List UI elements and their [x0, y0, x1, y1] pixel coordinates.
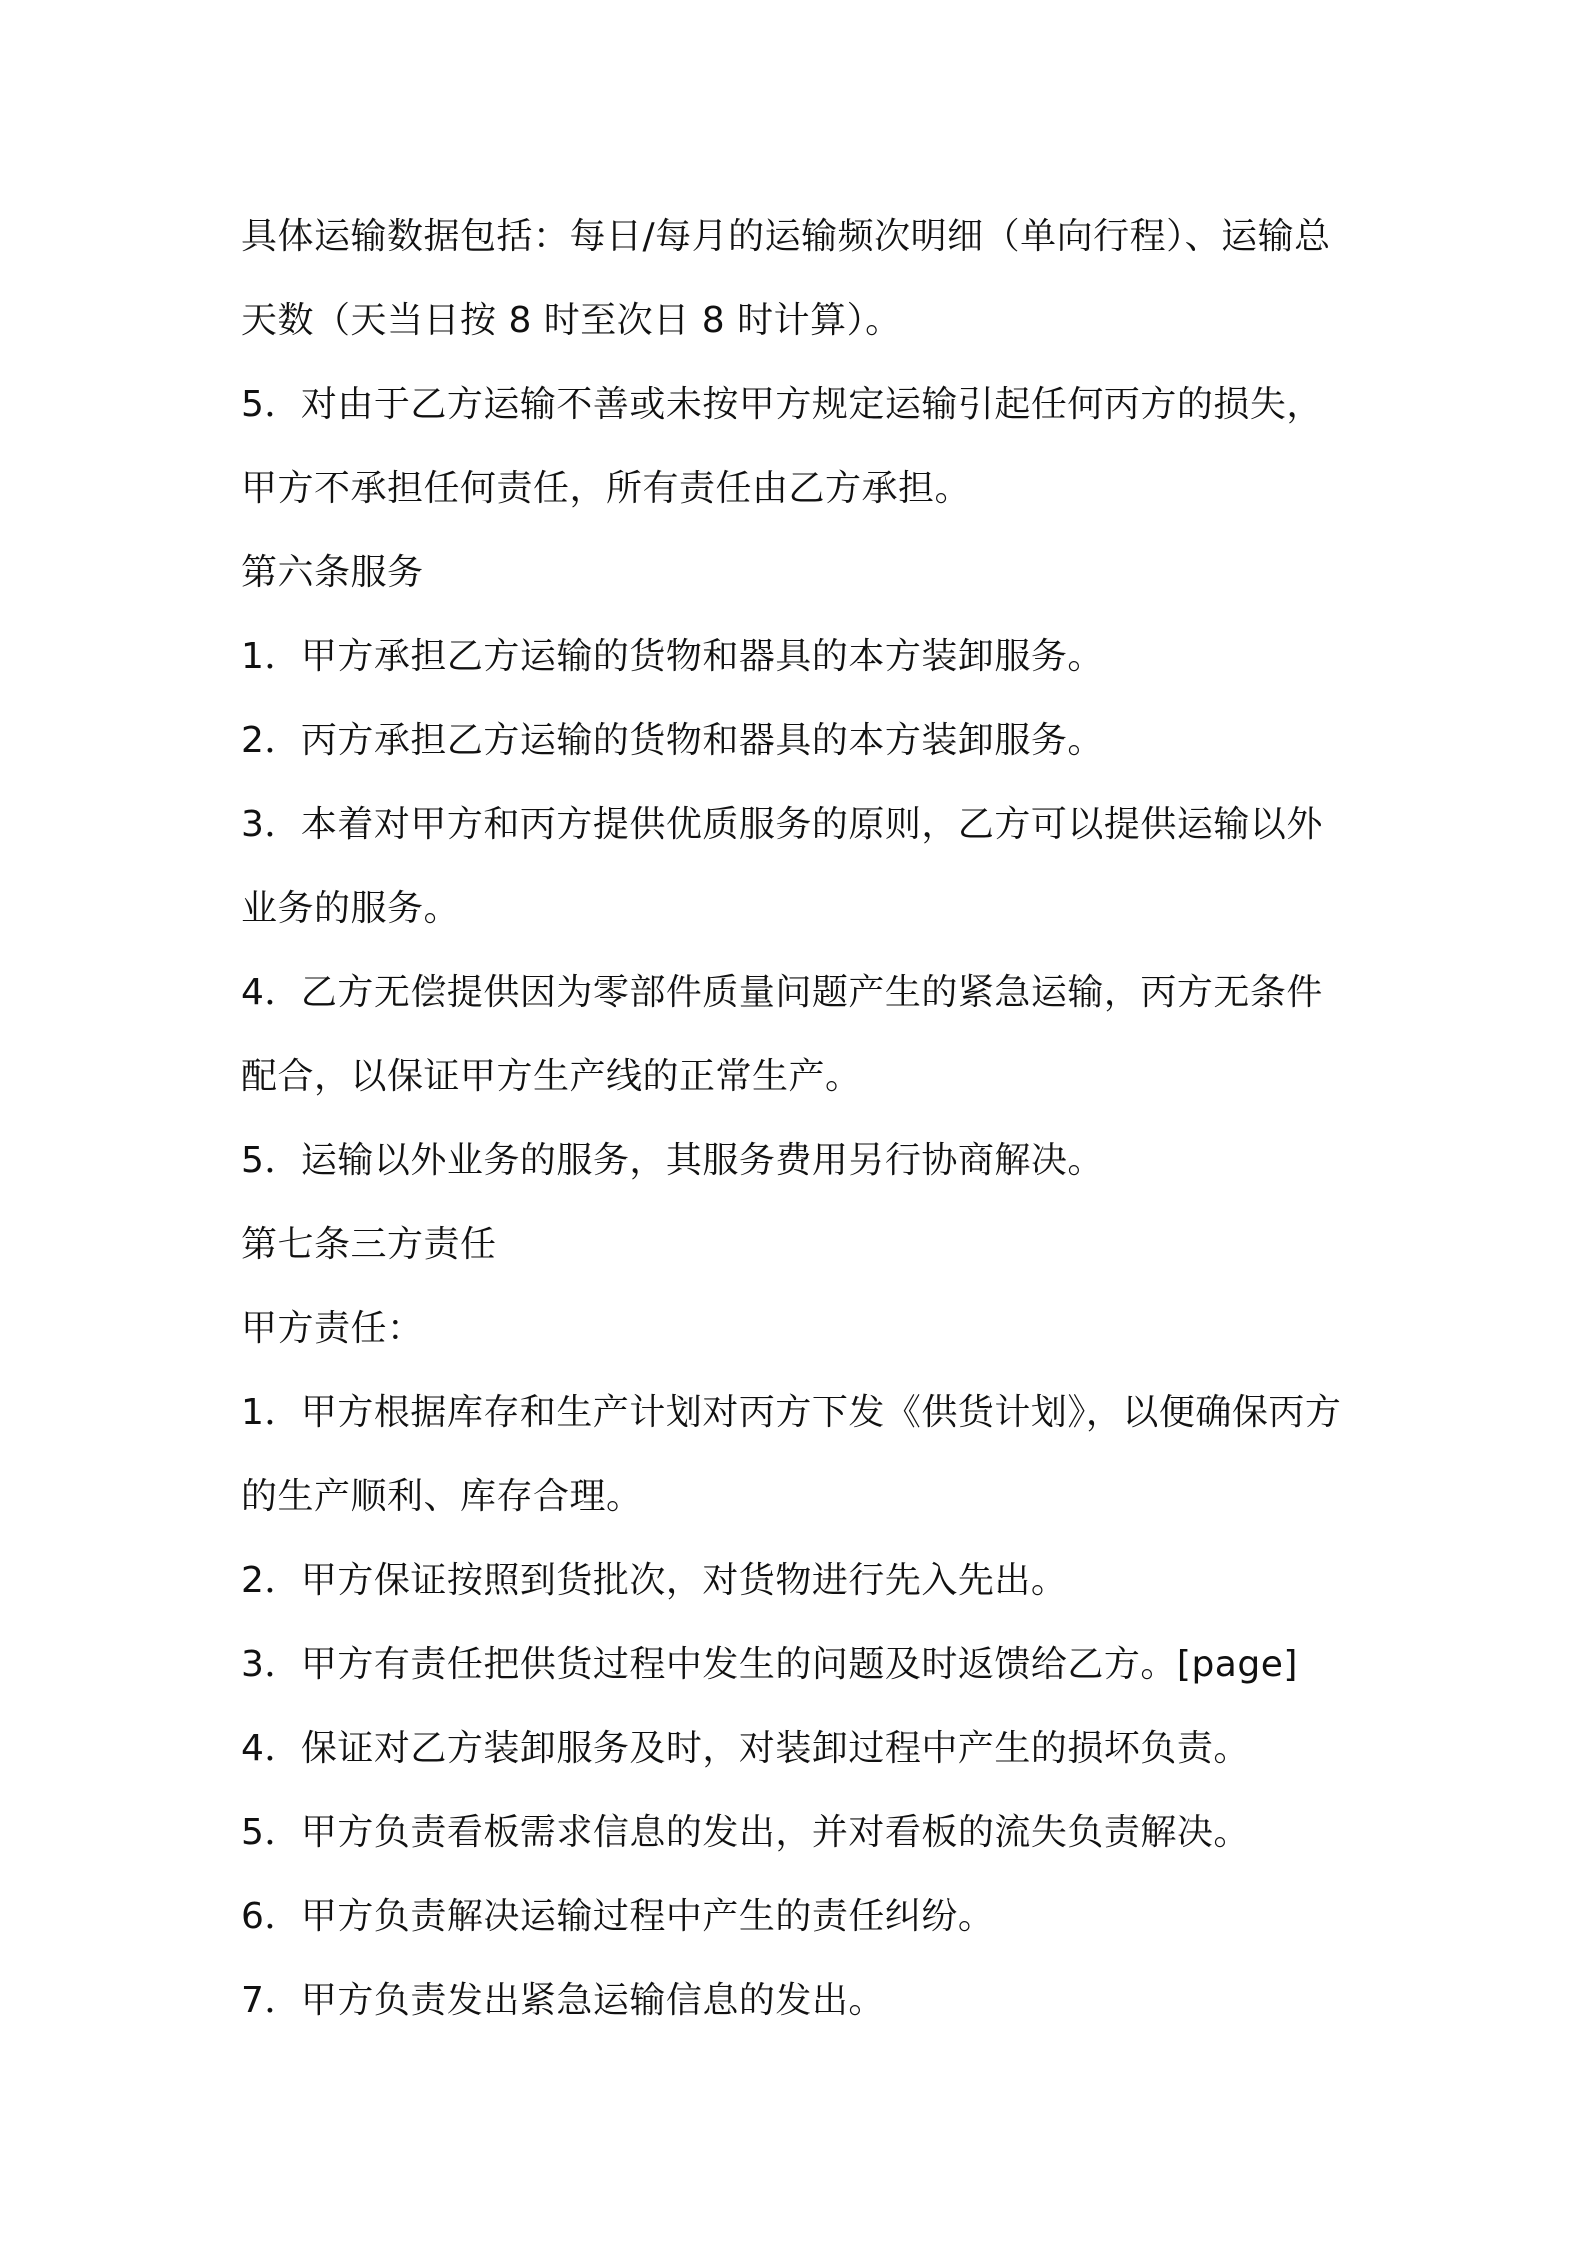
text-line: 5．对由于乙方运输不善或未按甲方规定运输引起任何丙方的损失，	[241, 384, 1323, 425]
subsection-heading: 甲方责任：	[241, 1308, 424, 1349]
text-line: 6．甲方负责解决运输过程中产生的责任纠纷。	[241, 1896, 995, 1937]
text-line: 1．甲方承担乙方运输的货物和器具的本方装卸服务。	[241, 636, 1104, 677]
text-line: 业务的服务。	[241, 888, 461, 929]
text-line: 5．甲方负责看板需求信息的发出，并对看板的流失负责解决。	[241, 1812, 1250, 1853]
text-line: 7．甲方负责发出紧急运输信息的发出。	[241, 1980, 885, 2021]
text-line: 4．乙方无偿提供因为零部件质量问题产生的紧急运输，丙方无条件	[241, 972, 1323, 1013]
text-line: 2．丙方承担乙方运输的货物和器具的本方装卸服务。	[241, 720, 1104, 761]
document-body	[241, 195, 1361, 2043]
text-line: 甲方不承担任何责任，所有责任由乙方承担。	[241, 468, 972, 509]
text-line: 天数（天当日按 8 时至次日 8 时计算）。	[241, 300, 902, 341]
text-line: 1．甲方根据库存和生产计划对丙方下发《供货计划》，以便确保丙方	[241, 1392, 1342, 1433]
text-line: 配合，以保证甲方生产线的正常生产。	[241, 1056, 862, 1097]
text-line: 5．运输以外业务的服务，其服务费用另行协商解决。	[241, 1140, 1104, 1181]
text-line: 具体运输数据包括：每日/每月的运输频次明细（单向行程）、运输总	[241, 216, 1331, 257]
text-line: 的生产顺利、库存合理。	[241, 1476, 643, 1517]
text-line: 3．甲方有责任把供货过程中发生的问题及时返馈给乙方。[page]	[241, 1644, 1298, 1685]
text-line: 4．保证对乙方装卸服务及时，对装卸过程中产生的损坏负责。	[241, 1728, 1250, 1769]
section-heading: 第六条服务	[241, 552, 424, 593]
text-line: 2．甲方保证按照到货批次，对货物进行先入先出。	[241, 1560, 1068, 1601]
text-line: 3．本着对甲方和丙方提供优质服务的原则，乙方可以提供运输以外	[241, 804, 1323, 845]
section-heading: 第七条三方责任	[241, 1224, 497, 1265]
